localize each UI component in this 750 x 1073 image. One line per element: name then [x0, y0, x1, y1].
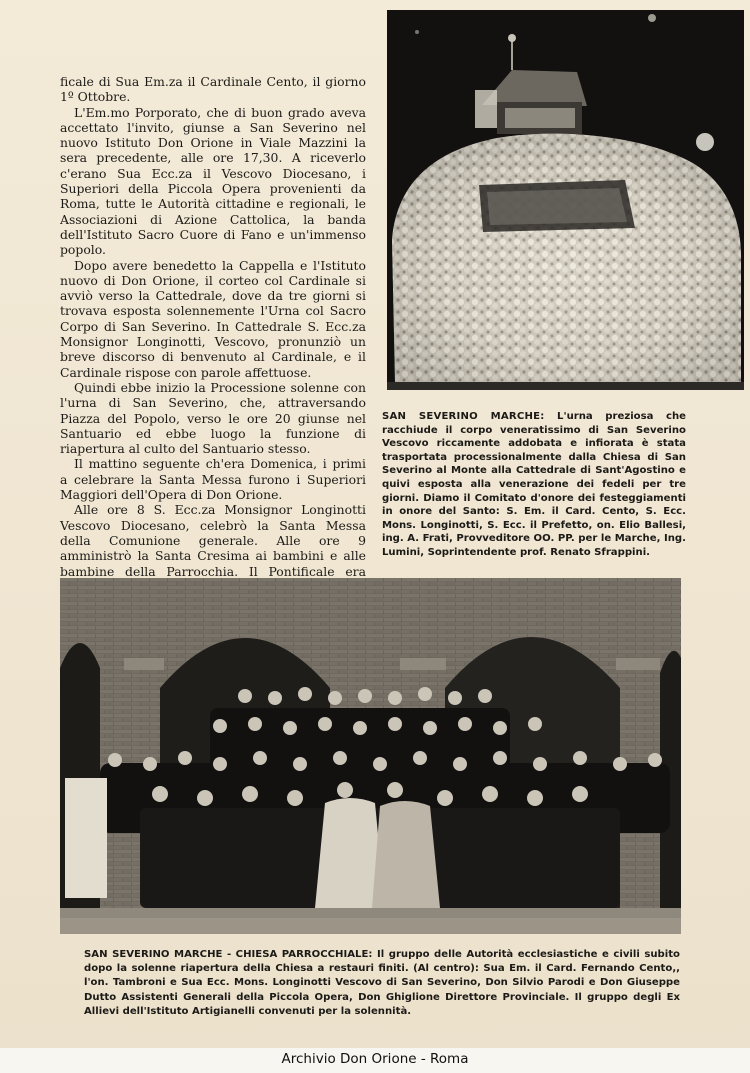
urn-caption-text: L'urna preziosa che racchiude il corpo veneratissimo di San Severino Vescovo riccamente addobata e infiorata è stata trasportata processionalmente dalla Chiesa di San Severino al Monte alla Cattedrale di Sant'Agostino e quivi esposta alla venerazione dei fedeli per tre giorni. Diamo il Comitato d'onore dei festeggiamenti in onore del Santo: S. Em. il Card. Cento, S. Ecc. Mons. Longinotti, S. Ecc. il Prefetto, on. Elio Ballesi, ing. A. Frati, Provveditore OO. PP. per le Marche, Ing. Lumini, Soprintendente prof. Renato Sfrappini.	[382, 411, 686, 558]
group-caption-lead: SAN SEVERINO MARCHE - CHIESA PARROCCHIALE:	[84, 949, 373, 960]
archive-footer: Archivio Don Orione - Roma	[281, 1051, 469, 1067]
urn-photo-illustration	[387, 10, 744, 390]
article-paragraph-4: Quindi ebbe inizio la Processione solenne con l'urna di San Severino, che, attraversando Piazza del Popolo, verso le ore 20 giunse nel Santuario ed ebbe luogo la funzione di riapertura al culto del Santuario stesso.	[60, 379, 366, 457]
article-paragraph-3: Dopo avere benedetto la Cappella e l'Istituto nuovo di Don Orione, il corteo col Cardinale si avviò verso la Cattedrale, dove da tre giorni si trovava esposta solennemente l'Urna col Sacro Corpo di San Severino. In Cattedrale S. Ecc.za Monsignor Longinotti, Vescovo, pronunziò un breve discorso di benvenuto al Cardinale, e il Cardinale rispose con parole affettuose.	[60, 257, 366, 380]
urn-photo	[387, 10, 744, 390]
article-paragraph-1: ficale di Sua Em.za il Cardinale Cento, il giorno 1º Ottobre.	[60, 74, 366, 105]
article-paragraph-5: Il mattino seguente ch'era Domenica, i primi a celebrare la Santa Messa furono i Superiori Maggiori dell'Opera di Don Orione.	[60, 456, 366, 503]
article-paragraph-2: L'Em.mo Porporato, che di buon grado aveva accettato l'invito, giunse a San Severino nel nuovo Istituto Don Orione in Viale Mazzini la sera precedente, alle ore 17,30. A riceverlo c'erano Sua Ecc.za il Vescovo Diocesano, i Superiori della Piccola Opera provenienti da Roma, tutte le Autorità cittadine e regionali, le Associazioni di Azione Cattolica, la banda dell'Istituto Sacro Cuore di Fano e un'immenso popolo.	[60, 104, 366, 258]
article-paragraph-6: Alle ore 8 S. Ecc.za Monsignor Longinotti Vescovo Diocesano, celebrò la Santa Messa della Comunione generale. Alle ore 9 amministrò la Santa Cresima ai bambini e alle bambine della Parrocchia. Il Pontificale era	[60, 502, 366, 579]
group-photo-illustration	[60, 578, 681, 934]
group-photo-caption	[84, 948, 680, 1019]
urn-photo-caption	[382, 410, 686, 560]
urn-caption-lead: SAN SEVERINO MARCHE:	[382, 411, 545, 422]
group-caption-text: Il gruppo delle Autorità ecclesiastiche e civili subito dopo la solenne riapertura della Chiesa a restauri finiti. (Al centro): Sua Em. il Card. Fernando Cento,, l'on. Tambroni e Sua Ecc. Mons. Longinotti Vescovo di San Severino, Don Silvio Parodi e Don Giuseppe Dutto Assistenti Generali della Piccola Opera, Don Ghiglione Direttore Provinciale. Il gruppo degli Ex Allievi dell'Istituto Artigianelli convenuti per la solennità.	[84, 949, 680, 1017]
article-column	[60, 74, 366, 594]
group-photo	[60, 578, 681, 934]
